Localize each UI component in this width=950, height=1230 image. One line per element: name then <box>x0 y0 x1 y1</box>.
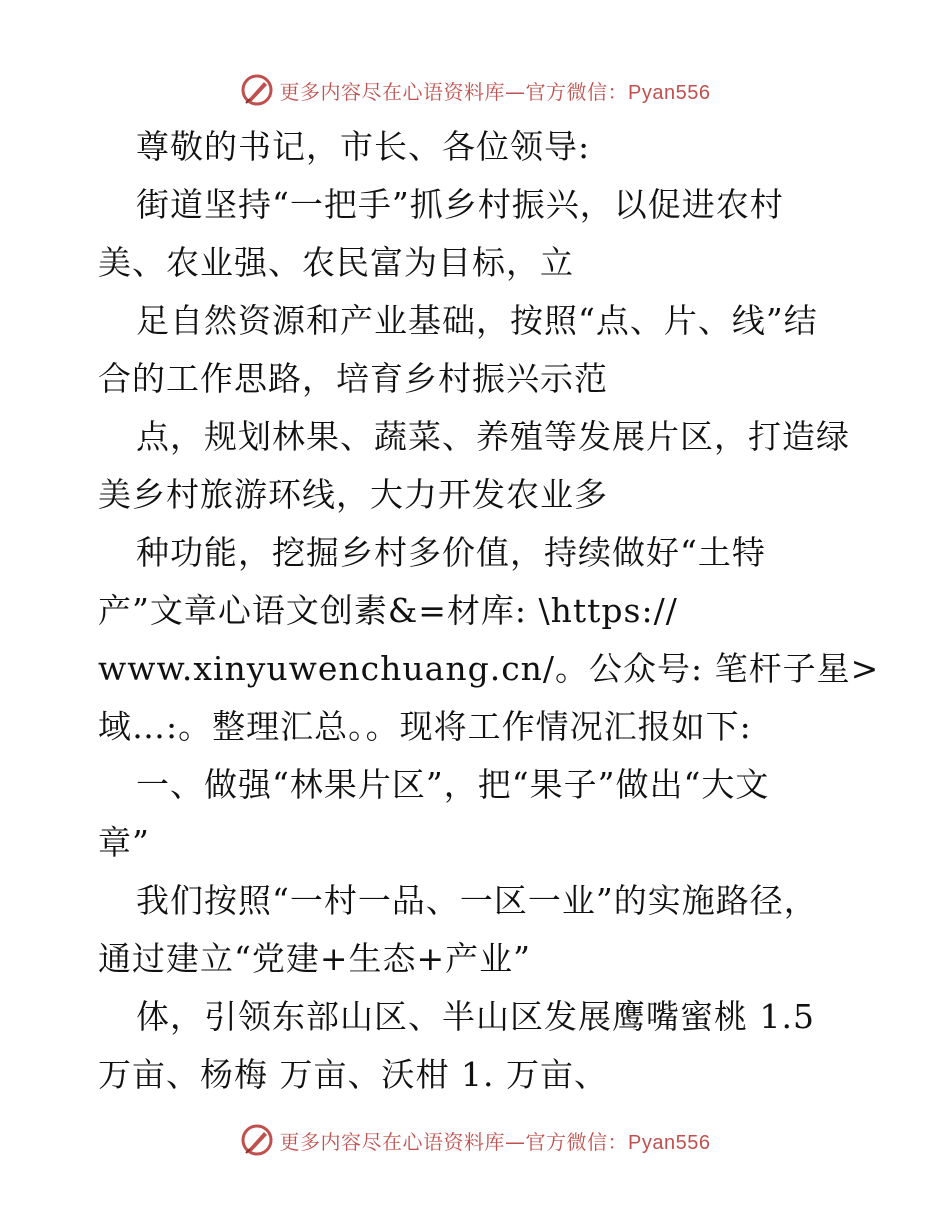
text-line: 域…:。整理汇总。。现将工作情况汇报如下: <box>98 707 752 746</box>
text-line: 尊敬的书记，市长、各位领导: <box>136 127 591 166</box>
text-line: 我们按照“一村一品、一区一业”的实施路径， <box>136 881 818 920</box>
text-line: 街道坚持“一把手”抓乡村振兴，以促进农村 <box>136 185 784 224</box>
footer-watermark <box>0 1120 950 1160</box>
text-line: 种功能，挖掘乡村多价值，持续做好“土特 <box>136 533 766 572</box>
watermark-text: 更多内容尽在心语资料库—官方微信：Pyan556 <box>279 1129 711 1154</box>
text-line: 足自然资源和产业基础，按照“点、片、线”结 <box>136 301 818 340</box>
text-line: 美、农业强、农民富为目标，立 <box>98 243 574 282</box>
header-watermark <box>0 70 950 110</box>
watermark-text: 更多内容尽在心语资料库—官方微信：Pyan556 <box>279 79 711 104</box>
text-line: 万亩、杨梅 万亩、沃柑 1. 万亩、 <box>98 1055 608 1094</box>
document-body <box>98 118 880 1104</box>
quill-logo-icon <box>240 73 274 107</box>
text-line: 合的工作思路，培育乡村振兴示范 <box>98 359 608 398</box>
text-line: 体，引领东部山区、半山区发展鹰嘴蜜桃 1.5 <box>136 997 815 1036</box>
section-heading: 一、做强“林果片区”，把“果子”做出“大文 <box>136 765 770 804</box>
text-line: 通过建立“党建+生态+产业” <box>98 939 532 978</box>
section-heading-cont: 章” <box>98 823 150 862</box>
text-line: 产”文章心语文创素&=材库: \https:// <box>98 591 678 630</box>
text-line: www.xinyuwenchuang.cn/。公众号: 笔杆子星> <box>98 649 880 688</box>
text-line: 美乡村旅游环线，大力开发农业多 <box>98 475 608 514</box>
text-line: 点，规划林果、蔬菜、养殖等发展片区，打造绿 <box>136 417 850 456</box>
quill-logo-icon <box>240 1123 274 1157</box>
